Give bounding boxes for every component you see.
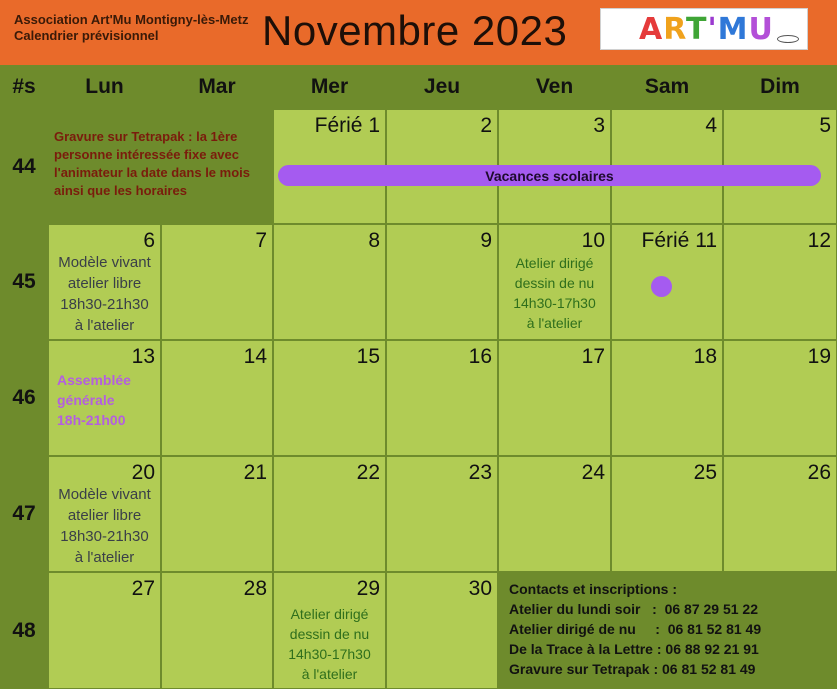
- day-cell[interactable]: [386, 456, 498, 572]
- day-cell[interactable]: [386, 224, 498, 340]
- logo-text: [639, 12, 774, 47]
- event-dot-icon: [651, 276, 672, 297]
- contact-line: De la Trace à la Lettre : 06 88 92 21 91: [509, 641, 759, 657]
- day-cell[interactable]: [386, 572, 498, 689]
- column-header-mar: Mar: [161, 65, 273, 109]
- week-number: 44: [12, 154, 36, 178]
- day-number: 6: [143, 229, 155, 252]
- event-line: 18h-21h00: [57, 412, 126, 428]
- day-number: 22: [356, 461, 380, 484]
- calendar-subtitle: Calendrier prévisionnel: [14, 28, 159, 43]
- day-number: 3: [593, 114, 605, 137]
- day-number: 25: [693, 461, 717, 484]
- association-info: [14, 12, 248, 44]
- day-number: 27: [131, 577, 155, 600]
- day-number: 19: [807, 345, 831, 368]
- event-line: à l'atelier: [74, 317, 135, 334]
- column-header-week: #s: [0, 65, 48, 109]
- day-cell[interactable]: [273, 340, 386, 456]
- day-cell[interactable]: [161, 224, 273, 340]
- event-line: Modèle vivant: [58, 486, 151, 503]
- day-number: Férié 11: [641, 229, 717, 252]
- day-number: 5: [819, 114, 831, 137]
- day-cell[interactable]: [161, 572, 273, 689]
- day-number: 14: [243, 345, 267, 368]
- day-cell[interactable]: [48, 224, 161, 340]
- calendar-header: [0, 0, 837, 65]
- day-number: 8: [368, 229, 380, 252]
- event-line: Modèle vivant: [58, 254, 151, 271]
- event-line: atelier libre: [67, 507, 142, 524]
- column-header-lun: Lun: [48, 65, 161, 109]
- day-cell[interactable]: [48, 456, 161, 572]
- day-cell[interactable]: [723, 224, 837, 340]
- event-line: à l'atelier: [301, 666, 358, 682]
- event-line: Atelier dirigé: [515, 255, 594, 271]
- event-modele-vivant: [49, 484, 160, 568]
- logo-mark-icon: [777, 35, 799, 43]
- day-number: Férié 1: [314, 114, 380, 137]
- day-number: 4: [705, 114, 717, 137]
- day-cell[interactable]: [611, 340, 723, 456]
- contact-line: Gravure sur Tetrapak : 06 81 52 81 49: [509, 661, 756, 677]
- day-number: 30: [468, 577, 492, 600]
- contact-line: Atelier du lundi soir : 06 87 29 51 22: [509, 601, 758, 617]
- week-number: 47: [12, 502, 36, 525]
- event-modele-vivant: [49, 252, 160, 336]
- logo-letter: ': [707, 12, 718, 47]
- event-line: 14h30-17h30: [513, 295, 596, 311]
- logo-letter: R: [663, 12, 686, 47]
- day-cell[interactable]: [161, 340, 273, 456]
- day-number: 13: [131, 345, 155, 368]
- event-line: Assemblée: [57, 372, 131, 388]
- event-line: 18h30-21h30: [60, 528, 149, 545]
- gravure-note: Gravure sur Tetrapak : la 1ère personne intéressée fixe avec l'animateur la date dans le mois ainsi que les horaires: [54, 129, 250, 198]
- day-number: 29: [356, 577, 380, 600]
- column-header-ven: Ven: [498, 65, 611, 109]
- day-cell[interactable]: [723, 456, 837, 572]
- day-number: 16: [468, 345, 492, 368]
- logo-letter: M: [717, 12, 749, 47]
- day-cell[interactable]: [498, 456, 611, 572]
- column-header-mer: Mer: [273, 65, 386, 109]
- event-line: à l'atelier: [526, 315, 583, 331]
- page-title: Novembre 2023: [262, 7, 568, 54]
- day-cell[interactable]: [48, 340, 161, 456]
- week-number: 46: [12, 386, 36, 409]
- day-number: 26: [807, 461, 831, 484]
- column-header-sam: Sam: [611, 65, 723, 109]
- event-line: générale: [57, 392, 115, 408]
- contact-line: Atelier dirigé de nu : 06 81 52 81 49: [509, 621, 762, 637]
- event-line: 14h30-17h30: [288, 646, 371, 662]
- day-number: 28: [243, 577, 267, 600]
- event-line: atelier libre: [67, 275, 142, 292]
- event-assemblee-generale: [57, 370, 131, 430]
- day-cell[interactable]: [498, 224, 611, 340]
- contacts-title: Contacts et inscriptions :: [509, 581, 678, 597]
- day-number: 18: [693, 345, 717, 368]
- day-number: 12: [807, 229, 831, 252]
- event-atelier-dirige: [274, 604, 385, 684]
- event-line: 18h30-21h30: [60, 296, 149, 313]
- event-atelier-dirige: [499, 253, 610, 333]
- day-cell[interactable]: [611, 456, 723, 572]
- contacts-box: [500, 575, 837, 689]
- day-cell[interactable]: [48, 572, 161, 689]
- event-line: dessin de nu: [289, 626, 370, 642]
- day-number: 23: [468, 461, 492, 484]
- day-cell[interactable]: [723, 340, 837, 456]
- day-cell[interactable]: [273, 224, 386, 340]
- day-number: 10: [581, 229, 605, 252]
- association-name: Association Art'Mu Montigny-lès-Metz: [14, 12, 249, 27]
- day-number: 2: [480, 114, 492, 137]
- day-number: 15: [356, 345, 380, 368]
- event-line: dessin de nu: [514, 275, 595, 291]
- day-cell[interactable]: [386, 340, 498, 456]
- event-line: Atelier dirigé: [290, 606, 369, 622]
- logo-letter: T: [685, 12, 708, 47]
- artmu-logo: [600, 8, 808, 50]
- day-number: 24: [581, 461, 605, 484]
- day-cell[interactable]: [273, 456, 386, 572]
- event-line: à l'atelier: [74, 549, 135, 566]
- column-header-jeu: Jeu: [386, 65, 498, 109]
- day-number: 20: [131, 461, 155, 484]
- column-header-dim: Dim: [723, 65, 837, 109]
- week-number: 48: [12, 618, 36, 642]
- day-cell[interactable]: [161, 456, 273, 572]
- day-cell[interactable]: [273, 572, 386, 689]
- logo-letter: A: [639, 12, 664, 47]
- day-number: 17: [581, 345, 605, 368]
- day-number: 21: [243, 461, 267, 484]
- vacances-scolaires-bar: Vacances scolaires: [278, 165, 821, 186]
- week-number: 45: [12, 270, 36, 293]
- day-number: 7: [255, 229, 267, 252]
- day-number: 9: [480, 229, 492, 252]
- day-cell[interactable]: [498, 340, 611, 456]
- logo-letter: U: [748, 12, 774, 47]
